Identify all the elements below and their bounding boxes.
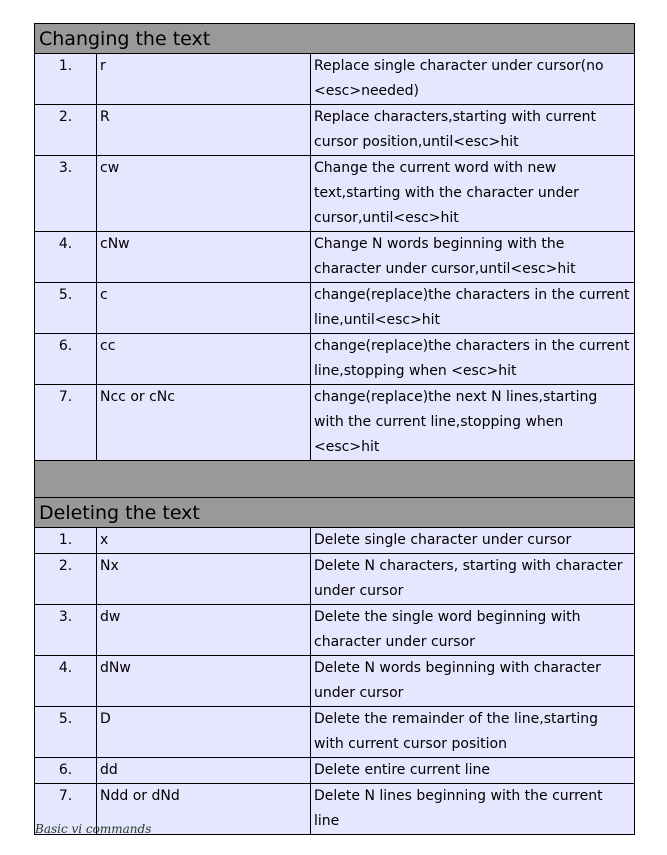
row-number: 1. (35, 54, 97, 105)
table-row (35, 528, 635, 554)
row-number: 3. (35, 156, 97, 232)
table-row (35, 758, 635, 784)
description-cell: change(replace)the characters in the current line,stopping when <esc>hit (311, 334, 635, 385)
row-number: 2. (35, 554, 97, 605)
description-cell: change(replace)the characters in the current line,until<esc>hit (311, 283, 635, 334)
row-number: 5. (35, 707, 97, 758)
description-cell: Delete single character under cursor (311, 528, 635, 554)
table-row (35, 656, 635, 707)
table-row (35, 105, 635, 156)
command-cell: D (97, 707, 311, 758)
table-row (35, 54, 635, 105)
description-cell: Delete N characters, starting with character under cursor (311, 554, 635, 605)
command-cell: r (97, 54, 311, 105)
table-row (35, 232, 635, 283)
command-cell: dd (97, 758, 311, 784)
row-number: 1. (35, 528, 97, 554)
row-number: 3. (35, 605, 97, 656)
command-cell: dNw (97, 656, 311, 707)
row-number: 2. (35, 105, 97, 156)
table-row (35, 334, 635, 385)
table-row (35, 554, 635, 605)
command-cell: c (97, 283, 311, 334)
section-spacer (35, 461, 635, 498)
section-header-deleting (35, 498, 635, 528)
command-cell: cw (97, 156, 311, 232)
section-header-changing (35, 24, 635, 54)
row-number: 7. (35, 385, 97, 461)
row-number: 6. (35, 758, 97, 784)
row-number: 5. (35, 283, 97, 334)
description-cell: Change the current word with new text,starting with the character under cursor,until<esc>hit (311, 156, 635, 232)
vi-commands-table (34, 23, 635, 835)
section-title: Changing the text (35, 24, 635, 54)
description-cell: change(replace)the next N lines,starting with the current line,stopping when <esc>hit (311, 385, 635, 461)
description-cell: Delete N words beginning with character under cursor (311, 656, 635, 707)
command-cell: Ncc or cNc (97, 385, 311, 461)
row-number: 4. (35, 232, 97, 283)
description-cell: Delete N lines beginning with the current line (311, 784, 635, 835)
command-cell: cc (97, 334, 311, 385)
table-row (35, 385, 635, 461)
command-cell: cNw (97, 232, 311, 283)
section-title: Deleting the text (35, 498, 635, 528)
row-number: 7. (35, 784, 97, 835)
description-cell: Delete entire current line (311, 758, 635, 784)
description-cell: Delete the single word beginning with character under cursor (311, 605, 635, 656)
command-cell: Ndd or dNd (97, 784, 311, 835)
description-cell: Replace single character under cursor(no <esc>needed) (311, 54, 635, 105)
table-row (35, 707, 635, 758)
command-cell: dw (97, 605, 311, 656)
table-row (35, 605, 635, 656)
row-number: 6. (35, 334, 97, 385)
description-cell: Replace characters,starting with current cursor position,until<esc>hit (311, 105, 635, 156)
table-row (35, 283, 635, 334)
row-number: 4. (35, 656, 97, 707)
command-cell: R (97, 105, 311, 156)
command-cell: x (97, 528, 311, 554)
description-cell: Delete the remainder of the line,starting with current cursor position (311, 707, 635, 758)
table-row (35, 156, 635, 232)
command-cell: Nx (97, 554, 311, 605)
table-caption: Basic vi commands (35, 822, 152, 836)
spacer-cell (35, 461, 635, 498)
description-cell: Change N words beginning with the character under cursor,until<esc>hit (311, 232, 635, 283)
